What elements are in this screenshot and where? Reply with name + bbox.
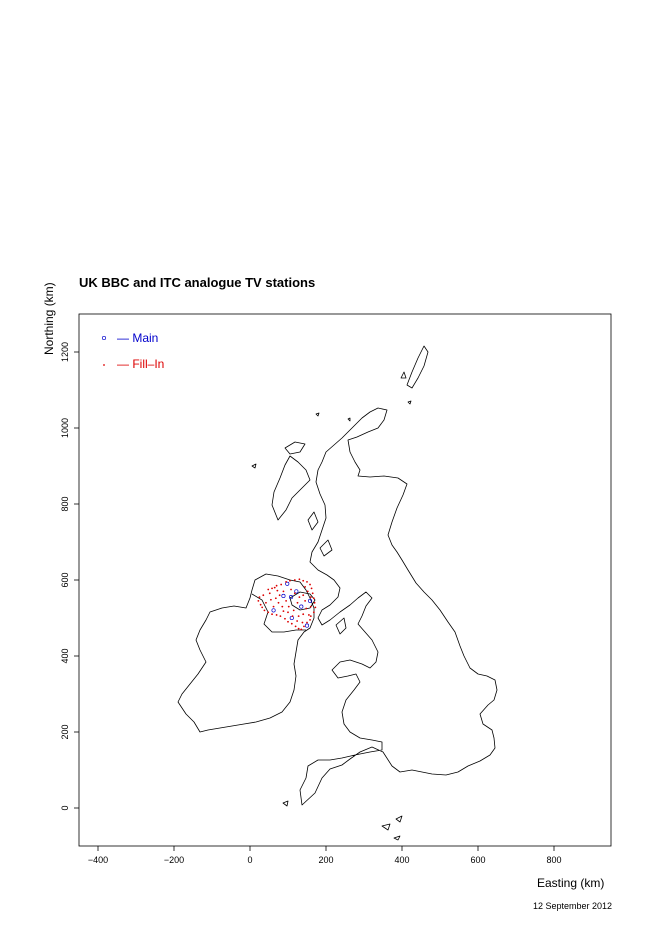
fill-in-station-point [284, 618, 286, 620]
fill-in-station-point [291, 623, 293, 625]
fill-in-station-point [304, 600, 306, 602]
fill-in-station-point [295, 625, 297, 627]
fill-in-station-point [269, 592, 271, 594]
fill-in-station-point [310, 596, 312, 598]
x-tick-label: 0 [247, 855, 253, 865]
fill-in-station-point [294, 579, 296, 581]
y-tick-label: 400 [60, 648, 70, 664]
fill-in-station-point [262, 594, 264, 596]
fill-in-station-point [300, 629, 302, 631]
fill-in-station-point [264, 610, 266, 612]
main-station-point [300, 605, 303, 608]
fill-in-station-point [313, 611, 315, 613]
fill-in-station-point [287, 611, 289, 613]
legend-main-marker [102, 336, 105, 339]
fill-in-station-point [314, 602, 316, 604]
fill-in-station-point [296, 620, 298, 622]
x-tick-label: 600 [470, 855, 486, 865]
fill-in-station-point [311, 587, 313, 589]
y-tick-label: 800 [60, 496, 70, 512]
fill-in-station-point [267, 589, 269, 591]
fill-in-station-point [310, 606, 312, 608]
fill-in-station-point [259, 596, 261, 598]
fill-in-station-point [287, 621, 289, 623]
date-caption: 12 September 2012 [533, 901, 613, 911]
fill-in-station-point [285, 581, 287, 583]
y-tick-label: 0 [60, 805, 70, 811]
fill-in-station-point [306, 622, 308, 624]
fill-in-station-point [294, 592, 296, 594]
fill-in-station-point [302, 580, 304, 582]
fill-in-station-point [275, 597, 277, 599]
fill-in-station-point [299, 596, 301, 598]
fill-in-station-point [307, 591, 309, 593]
y-tick-label: 1000 [60, 417, 70, 439]
fill-in-station-point [310, 615, 312, 617]
fill-in-station-point [285, 600, 287, 602]
fill-in-station-point [302, 613, 304, 615]
fill-in-station-point [260, 604, 262, 606]
fill-in-station-point [271, 587, 273, 589]
fill-in-station-point [278, 602, 280, 604]
x-tick-label: 400 [394, 855, 410, 865]
coastline-ireland [178, 574, 314, 732]
x-axis-label: Easting (km) [537, 876, 605, 890]
fill-in-station-point [299, 578, 301, 580]
fill-in-station-point [298, 628, 300, 630]
x-tick-label: −400 [87, 855, 109, 865]
plot-frame [79, 314, 611, 846]
x-tick-label: 200 [318, 855, 334, 865]
fill-in-station-point [274, 587, 276, 589]
fill-in-station-point [280, 615, 282, 617]
fill-in-station-point [276, 585, 278, 587]
fill-in-station-point [297, 602, 299, 604]
fill-in-station-point [257, 600, 259, 602]
fill-in-station-point [288, 606, 290, 608]
x-tick-label: 800 [546, 855, 562, 865]
legend-label: — Fill–In [117, 357, 165, 371]
fill-in-station-point [293, 610, 295, 612]
coastline-great-britain [252, 346, 497, 840]
legend [102, 331, 164, 371]
fill-in-station-point [303, 625, 305, 627]
fill-in-station-point [290, 589, 292, 591]
fill-in-station-point [309, 619, 311, 621]
main-station-point [282, 594, 285, 597]
fill-in-station-point [308, 614, 310, 616]
legend-label: — Main [117, 331, 159, 345]
fill-in-station-point [261, 606, 263, 608]
y-tick-label: 600 [60, 572, 70, 588]
fill-in-station-point [276, 590, 278, 592]
x-tick-label: −200 [163, 855, 185, 865]
fill-in-station-point [302, 622, 304, 624]
fill-in-station-point [313, 597, 315, 599]
fill-in-station-point [283, 591, 285, 593]
fill-in-station-point [271, 613, 273, 615]
fill-in-station-point [265, 602, 267, 604]
chart-title: UK BBC and ITC analogue TV stations [79, 275, 316, 290]
main-station-point [272, 609, 275, 612]
y-tick-label: 1200 [60, 341, 70, 363]
x-axis [88, 846, 562, 865]
fill-in-station-point [304, 586, 306, 588]
fill-in-station-point [306, 581, 308, 583]
fill-in-station-point [267, 611, 269, 613]
y-axis-label: Northing (km) [42, 282, 56, 355]
y-tick-label: 200 [60, 724, 70, 740]
fill-in-station-point [270, 599, 272, 601]
border-northern-ireland [252, 594, 306, 632]
main-station-point [305, 624, 308, 627]
y-axis [60, 342, 79, 811]
fill-in-station-point [302, 594, 304, 596]
station-markers [257, 578, 316, 630]
fill-in-station-point [309, 584, 311, 586]
fill-in-station-point [289, 580, 291, 582]
fill-in-station-point [273, 606, 275, 608]
legend-fillin-marker [103, 364, 105, 366]
fill-in-station-point [283, 610, 285, 612]
fill-in-station-point [281, 606, 283, 608]
fill-in-station-point [280, 584, 282, 586]
fill-in-station-point [314, 606, 316, 608]
fill-in-station-point [292, 615, 294, 617]
fill-in-station-point [305, 608, 307, 610]
fill-in-station-point [276, 614, 278, 616]
fill-in-station-point [279, 594, 281, 596]
fill-in-station-point [312, 592, 314, 594]
fill-in-station-point [298, 615, 300, 617]
